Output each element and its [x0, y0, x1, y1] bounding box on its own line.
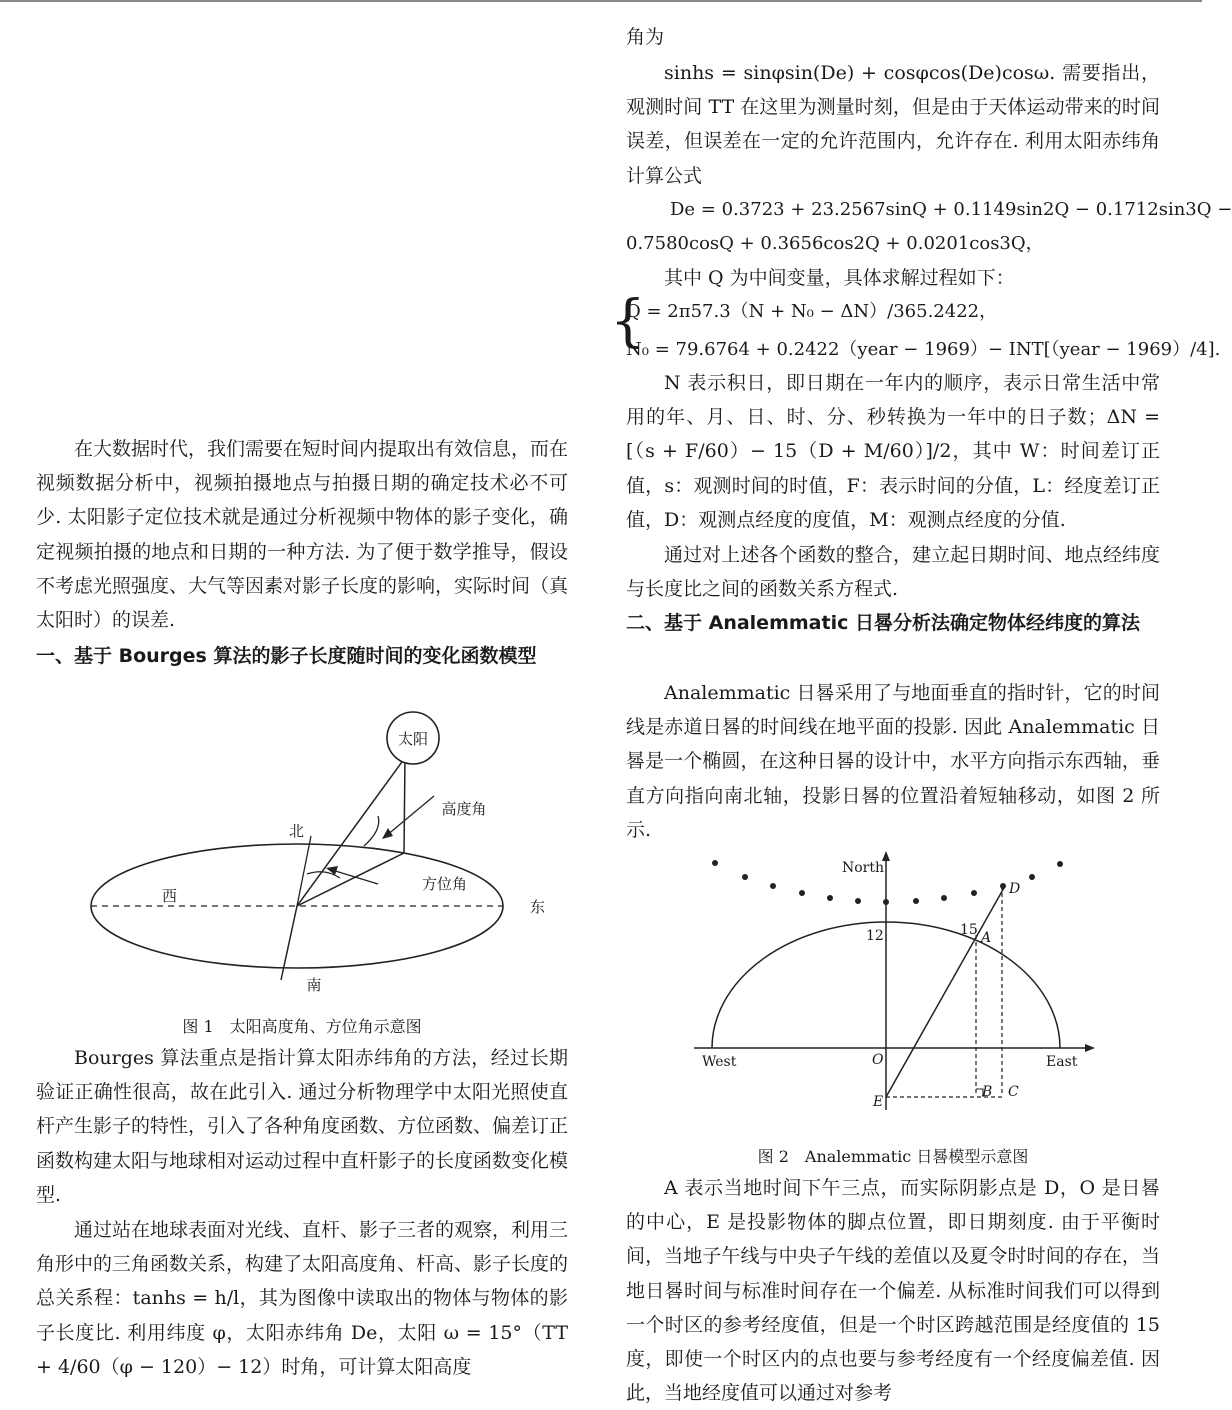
sun-ray: [297, 755, 407, 906]
figure-2: [690, 848, 1130, 1118]
declination-equation-line-1: De = 0.3723 + 23.2567sinQ + 0.1149sin2Q − 0.1712sin3Q −: [670, 199, 1232, 220]
analemmatic-paragraph: Analemmatic 日晷采用了与地面垂直的指时针，它的时间线是赤道日晷的时间线在地平面的投影. 因此 Analemmatic 日晷是一个椭圆，在这种日晷的设计中，水平方向指示东西轴，垂直方向指向南北轴，投影日晷的位置沿着短轴移动，如图 2 所示.: [626, 682, 1160, 841]
integration-paragraph: 通过对上述各个函数的整合，建立起日期时间、地点经纬度与长度比之间的函数关系方程式.: [626, 544, 1160, 601]
analemmatic-sundial-diagram: [690, 848, 1130, 1118]
north-label: 北: [288, 822, 304, 840]
altitude-arrowhead: [382, 828, 393, 839]
shadow-line: [886, 886, 1005, 1097]
twelve-label: 12: [866, 928, 884, 944]
south-label: 南: [306, 976, 322, 994]
west-label: West: [702, 1054, 737, 1070]
a-label: A: [981, 930, 992, 946]
figure-2-caption: 图 2 Analemmatic 日晷模型示意图: [757, 1147, 1029, 1166]
continued-line: 角为: [626, 26, 665, 48]
shadow-projection: [297, 853, 404, 906]
figure-1: [82, 708, 546, 1008]
azimuth-label: 方位角: [422, 875, 468, 893]
section-heading-2: 二、基于 Analemmatic 日晷分析法确定物体经纬度的算法: [626, 612, 1140, 634]
section-heading-1: 一、基于 Bourges 算法的影子长度随时间的变化函数模型: [36, 645, 537, 667]
sundial-explanation-paragraph: A 表示当地时间下午三点，而实际阴影点是 D，O 是日晷的中心，E 是投影物体的脚点位置，即日期刻度. 由于平衡时间，当地子午线与中央子午线的差值以及夏令时时间的存在，当地日晷时间与标准时间存在一个偏差. 从标准时间我们可以得到一个时区的参考经度值，但是一个时区跨越范围是经度值的 15 度，即使一个时区内的点也要与参考经度有一个经度偏差值. 因此，当地经度值可以通过对参考: [626, 1177, 1160, 1405]
north-label: North: [842, 860, 885, 876]
sun-label: 太阳: [397, 730, 429, 748]
south-line: [281, 906, 297, 980]
vertical-drop: [404, 756, 405, 853]
sun-angle-diagram: [82, 708, 546, 1008]
d-label: D: [1009, 881, 1021, 897]
triangle-paragraph: 通过站在地球表面对光线、直杆、影子三者的观察，利用三角形中的三角函数关系，构建了太阳高度角、杆高、影子长度的总关系程：tanhs = h/l，其为图像中读取出的物体与物体的影子长度比. 利用纬度 φ，太阳赤纬角 De，太阳 ω = 15°（TT + 4/60（φ − 120）− 12）时角，可计算太阳高度: [36, 1219, 569, 1378]
altitude-label: 高度角: [441, 800, 487, 818]
bourges-paragraph: Bourges 算法重点是指计算太阳赤纬角的方法，经过长期验证正确性很高，故在此引入. 通过分析物理学中太阳光照使直杆产生影子的特性，引入了各种角度函数、方位函数、偏差订正函数构建太阳与地球相对运动过程中直杆影子的长度函数变化模型.: [36, 1047, 569, 1206]
figure-1-caption: 图 1 太阳高度角、方位角示意图: [182, 1017, 422, 1036]
n0-equation: N₀ = 79.6764 + 0.2422（year − 1969）− INT[（year − 1969）/4].: [626, 339, 1221, 360]
e-label: E: [873, 1094, 884, 1110]
altitude-arc: [364, 816, 379, 846]
o-label: O: [872, 1052, 884, 1068]
intro-paragraph: 在大数据时代，我们需要在短时间内提取出有效信息，而在视频数据分析中，视频拍摄地点与拍摄日期的确定技术必不可少. 太阳影子定位技术就是通过分析视频中物体的影子变化，确定视频拍摄的地点和日期的一种方法. 为了便于数学推导，假设不考虑光照强度、大气等因素对影子长度的影响，实际时间（真太阳时）的误差.: [36, 438, 569, 632]
altitude-pointer: [386, 796, 434, 836]
c-label: C: [1008, 1084, 1019, 1100]
intermediate-variable-paragraph: 其中 Q 为中间变量，具体求解过程如下：: [664, 267, 1015, 289]
east-label: 东: [530, 898, 546, 916]
declination-equation-line-2: 0.7580cosQ + 0.3656cos2Q + 0.0201cos3Q，: [626, 233, 1044, 254]
equation-system-brace: {: [610, 289, 646, 354]
east-arrowhead: [1085, 1044, 1095, 1052]
west-label: 西: [162, 887, 178, 905]
page-top-border: [0, 0, 1202, 2]
fifteen-label: 15: [960, 922, 978, 938]
altitude-formula-paragraph: sinhs = sinφsin(De) + cosφcos(De)cosω. 需要指出，观测时间 TT 在这里为测量时刻，但是由于天体运动带来的时间误差，但误差在一定的允许范围内，允许存在. 利用太阳赤纬角计算公式: [626, 62, 1160, 187]
east-label: East: [1046, 1054, 1078, 1070]
b-label: B: [982, 1084, 993, 1100]
variables-paragraph: N 表示积日，即日期在一年内的顺序，表示日常生活中常用的年、月、日、时、分、秒转换为一年中的日子数；ΔN = [（s + F/60）− 15（D + M/60）]/2，其中 W：时间差订正值，s：观测时间的时值，F：表示时间的分值，L：经度差订正值，D：观测点经度的度值，M：观测点经度的分值.: [626, 372, 1160, 531]
q-equation: Q = 2π57.3（N + N₀ − ΔN）/365.2422，: [626, 301, 998, 322]
